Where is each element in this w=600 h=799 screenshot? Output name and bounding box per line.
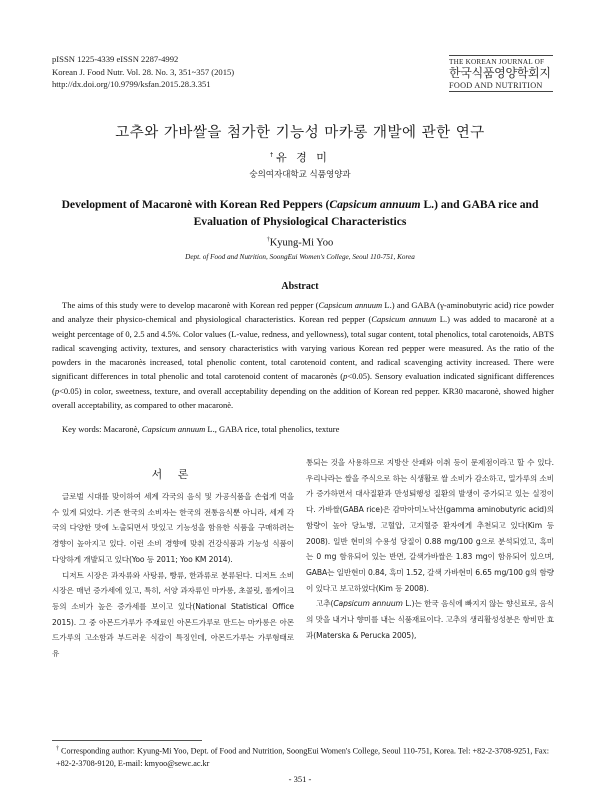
abstract-italic: Capsicum annuum [371, 314, 437, 325]
english-affiliation: Dept. of Food and Nutrition, SoongEui Women's College, Seoul 110-751, Korea [185, 253, 415, 261]
paragraph: 글로벌 시대를 맞이하여 세계 각국의 음식 및 가공식품을 손쉽게 먹을 수 있게 되었다. 기존 한국의 소비자는 한국의 전통음식뿐 아니라, 세계 각국의 다양한 맛에 노출되면서 맛있고 기능성을 함유한 식품을 구매하려는 경향이 높아지고 있다. 이런 소비 경향에 맞춰 건강식품과 기능성 식품이 다양하게 개발되고 있다(Yoo 등 2011; Yoo KM 2014). [52, 492, 294, 564]
english-author-name: Kyung-Mi Yoo [269, 237, 334, 249]
keywords-text: Key words: Macaronè, [62, 424, 142, 434]
journal-name-en-bottom: FOOD AND NUTRITION [449, 81, 553, 92]
key-words [62, 424, 339, 434]
abstract-text: <0.05). Sensory evaluation indicated significant differences ( [52, 371, 555, 396]
abstract-heading: Abstract [281, 281, 319, 292]
abstract-text: <0.05) in color, sweetness, texture, and overall acceptability depending on the addition of Korean red pepper. KR30 macaronè, showed higher overall acceptability, as compared to other macaronè. [52, 385, 554, 411]
volume-line: Korean J. Food Nutr. Vol. 28. No. 3, 351~357 (2015) [52, 66, 235, 77]
abstract-text: The aims of this study were to develop macaronè with Korean red pepper ( [62, 300, 319, 310]
abstract-body [52, 298, 554, 412]
abstract-italic: Capsicum annuum [318, 300, 383, 310]
korean-author-name: 유 경 미 [276, 151, 330, 164]
journal-name-kr: 한국식품영양학회지 [449, 66, 551, 80]
author-dagger: † [266, 237, 270, 243]
korean-title: 고추와 가바쌀을 첨가한 기능성 마카롱 개발에 관한 연구 [115, 125, 485, 141]
author-dagger: † [270, 151, 277, 159]
paragraph-text: L.)는 한국 음식에 빠지지 않는 향신료로, 음식의 맛을 내거나 향미를 내는 식품재료이다. 고추의 생리활성성분은 항비만 효과(Materska & Perucka 2005), [306, 599, 554, 640]
english-title [40, 196, 560, 230]
journal-logo-box [449, 55, 553, 92]
footnote-dagger: † [56, 746, 59, 752]
right-column [306, 455, 554, 643]
journal-name-en-top: THE KOREAN JOURNAL OF [449, 58, 545, 66]
journal-citation [52, 53, 234, 91]
paragraph-text: 고추( [316, 599, 334, 609]
paragraph: 디저트 시장은 과자류와 사탕류, 빵류, 한과류로 분류된다. 디저트 소비시장은 매년 증가세에 있고, 특히, 서양 과자류인 마카롱, 초콜릿, 롤케이크 등의 소비가 높은 증가세를 보이고 있다(National Statistical Office 2015). 그 중 아몬드가루가 주재료인 아몬드가루로 만드는 마카롱은 아몬드가루의 고소함과 부드러운 식감이 특징인데, 아몬드가루는 가루형태로 유 [52, 570, 294, 659]
korean-affiliation: 숭의여자대학교 식품영양과 [249, 170, 351, 180]
doi-link[interactable]: http://dx.doi.org/10.9799/ksfan.2015.28.3.351 [52, 79, 211, 89]
english-title-part: L.) and GABA rice and Evaluation of Physiological Characteristics [193, 198, 539, 228]
abstract-text: L.) and GABA (γ-aminobutyric acid) rice powder and analyze their physico-chemical and physiological characteristics. Korean red pepper ( [52, 300, 554, 325]
paragraph: 통되는 것을 사용하므로 지방산 산패와 이취 등이 문제점이라고 할 수 있다. 우리나라는 쌀을 주식으로 하는 식생활로 쌀 소비가 감소하고, 밀가루의 소비가 증가하면서 대사질환과 만성퇴행성 질환의 발생이 증가되고 있는 실정이다. 가바쌀(GABA rice)은 감마아미노낙산(gamma aminobutyric acid)의 함량이 높아 당뇨병, 고혈압, 고지혈증 환자에게 추천되고 있다(Kim 등 2008). 일반 현미의 수용성 당질이 0.88 mg/100 g으로 분석되었고, 흑미는 0 mg 함유되어 있는 반면, 갈색가바쌀은 1.83 mg이 함유되어 있으며, GABA는 일반현미 0.84, 흑미 1.52, 갈색 가바현미 6.65 mg/100 g의 함량이 있다고 보고하였다(Kim 등 2008). [306, 458, 554, 593]
footnote-divider [52, 740, 202, 741]
left-column [52, 489, 294, 662]
page-number: - 351 - [288, 774, 312, 784]
section-heading-introduction: 서 론 [151, 468, 195, 481]
keywords-italic: Capsicum annuum [141, 424, 206, 434]
english-title-part: Development of Macaronè with Korean Red Peppers ( [61, 198, 330, 211]
corresponding-author-footnote [56, 743, 556, 770]
footnote-text: Corresponding author: Kyung-Mi Yoo, Dept. of Food and Nutrition, SoongEui Women's College, Seoul 110-751, Korea. Tel: +82-2-3708-9251, Fax: +82-2-3708-9120, E-mail: kmyoo@sewc.ac.kr [56, 746, 550, 768]
paragraph [306, 596, 554, 643]
issn-line: pISSN 1225-4339 eISSN 2287-4992 [52, 54, 179, 64]
korean-author [0, 149, 600, 165]
paragraph-italic: Capsicum annuum [333, 599, 403, 609]
english-author [0, 237, 600, 249]
abstract-text: L.) was added to macaronè at a weight percentage of 0, 2.5 and 4.5%. Color values (L-value, redness, and yellowness), total sugar content, total phenolics, total carotenoids, ABTS radical scavenging activity, textures, and sensory characteristics with varying various Korean red pepper were measured. As the ratio of the powders in the macaronès increased, total phenolic content, total carotenoid content, and radical scavenging activity increased. There were significant differences in total phenolic and total carotenoid content of macaronès ( [52, 314, 554, 382]
abstract-italic: p [343, 371, 348, 382]
english-title-species: Capsicum annuum [329, 198, 421, 211]
abstract-italic: p [54, 385, 60, 396]
keywords-text: L., GABA rice, total phenolics, texture [205, 424, 340, 434]
